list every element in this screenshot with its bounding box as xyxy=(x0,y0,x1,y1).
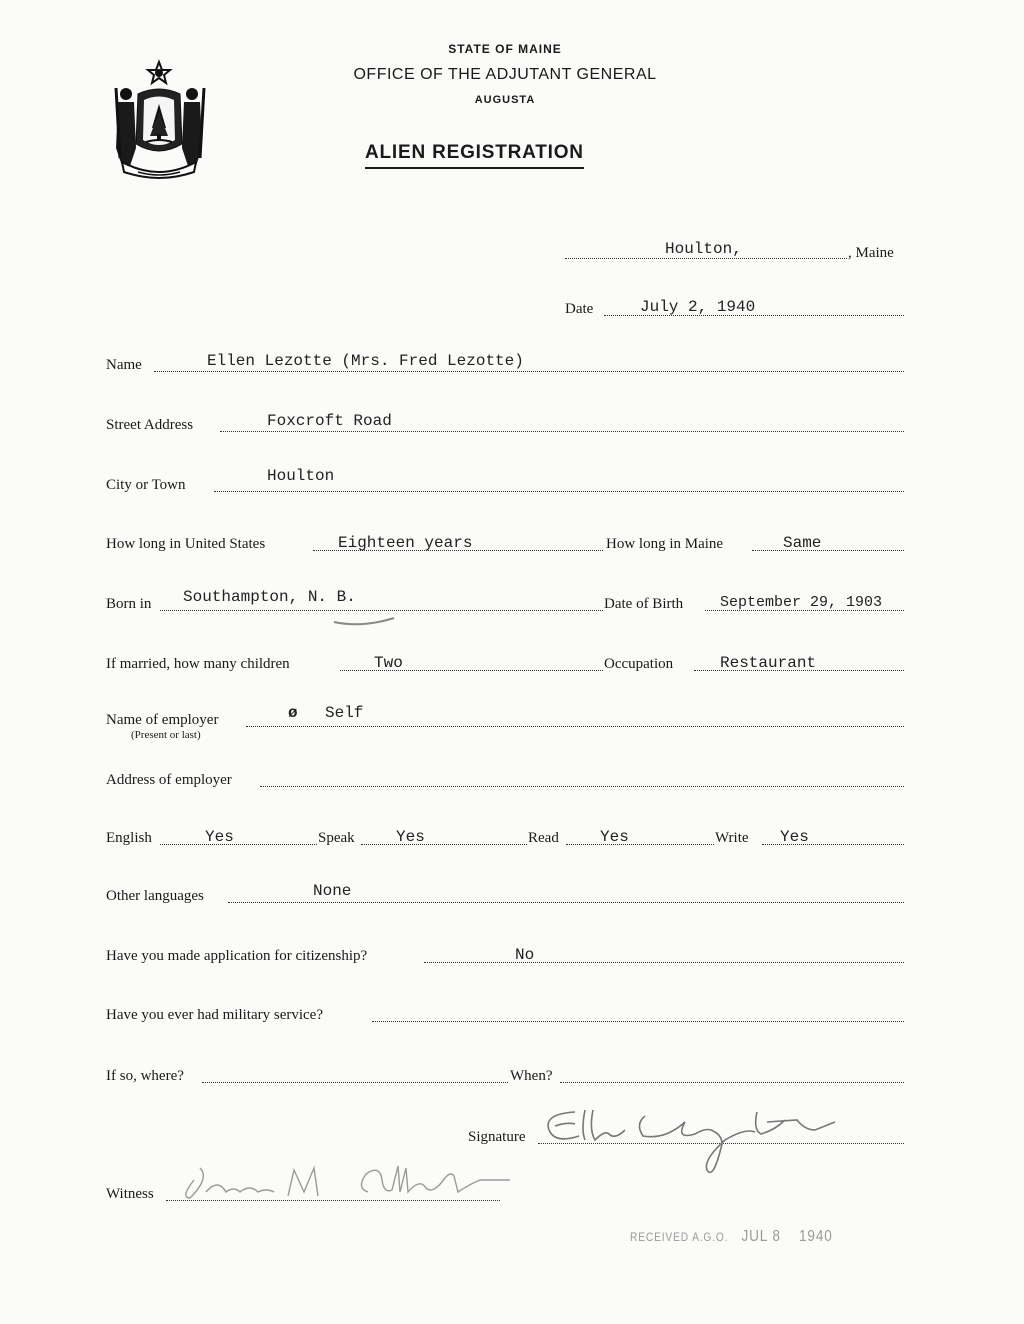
speak-label: Speak xyxy=(318,830,355,846)
how-long-maine-label: How long in Maine xyxy=(606,536,724,552)
military-label: Have you ever had military service? xyxy=(106,1007,323,1023)
citizenship-label: Have you made application for citizenship? xyxy=(106,948,368,964)
stamp-year: 1940 xyxy=(798,1228,833,1245)
stamp-received: RECEIVED A.G.O. xyxy=(630,1230,729,1244)
read-value: Yes xyxy=(600,828,629,846)
speak-line xyxy=(361,844,527,845)
signature-label: Signature xyxy=(468,1129,526,1145)
dob-label: Date of Birth xyxy=(604,596,684,612)
write-label: Write xyxy=(715,830,749,846)
city-line xyxy=(214,491,904,492)
city-heading: AUGUSTA xyxy=(474,94,536,106)
employer-label: Name of employer xyxy=(106,712,219,728)
city-value: Houlton xyxy=(267,467,335,485)
occupation-value: Restaurant xyxy=(720,654,817,672)
state-heading: STATE OF MAINE xyxy=(448,42,562,56)
read-label: Read xyxy=(528,830,559,846)
citizenship-value: No xyxy=(515,946,535,964)
name-value: Ellen Lezotte (Mrs. Fred Lezotte) xyxy=(207,352,524,370)
how-long-us-value: Eighteen years xyxy=(338,534,473,552)
born-in-label: Born in xyxy=(106,596,152,612)
maine-label: , Maine xyxy=(848,245,894,261)
where-label: If so, where? xyxy=(106,1068,184,1084)
born-in-value: Southampton, N. B. xyxy=(183,588,356,606)
name-line xyxy=(154,371,904,372)
write-value: Yes xyxy=(780,828,809,846)
employer-line xyxy=(246,726,904,727)
signature-icon xyxy=(535,1100,840,1185)
street-line xyxy=(220,431,904,432)
place-line xyxy=(565,258,847,259)
other-languages-value: None xyxy=(313,882,352,900)
stamp-date: JUL 8 xyxy=(741,1228,781,1245)
occupation-label: Occupation xyxy=(604,656,674,672)
street-label: Street Address xyxy=(106,417,194,433)
children-label: If married, how many children xyxy=(106,656,290,672)
how-long-us-label: How long in United States xyxy=(106,536,266,552)
street-value: Foxcroft Road xyxy=(267,412,392,430)
speak-value: Yes xyxy=(396,828,425,846)
employer-address-line xyxy=(260,786,904,787)
place-value: Houlton, xyxy=(665,240,742,258)
where-line xyxy=(202,1082,508,1083)
read-line xyxy=(566,844,714,845)
when-label: When? xyxy=(510,1068,553,1084)
city-label: City or Town xyxy=(106,477,186,493)
witness-signature-icon xyxy=(170,1158,515,1208)
other-languages-line xyxy=(228,902,904,903)
english-label: English xyxy=(106,830,152,846)
children-value: Two xyxy=(374,654,403,672)
military-line xyxy=(372,1021,904,1022)
english-value: Yes xyxy=(205,828,234,846)
form-title: ALIEN REGISTRATION xyxy=(365,142,584,169)
citizenship-line xyxy=(424,962,904,963)
underline-mark-icon xyxy=(332,614,398,628)
employer-mark: ø xyxy=(288,704,298,722)
name-label: Name xyxy=(106,357,142,373)
how-long-maine-line xyxy=(752,550,904,551)
witness-label: Witness xyxy=(106,1186,154,1202)
born-in-line xyxy=(160,610,603,611)
how-long-maine-value: Same xyxy=(783,534,822,552)
employer-address-label: Address of employer xyxy=(106,772,232,788)
office-heading: OFFICE OF THE ADJUTANT GENERAL xyxy=(353,66,657,83)
english-line xyxy=(160,844,317,845)
date-label: Date xyxy=(565,301,594,317)
when-line xyxy=(560,1082,904,1083)
received-stamp xyxy=(630,1228,833,1246)
employer-note: (Present or last) xyxy=(131,729,201,741)
other-languages-label: Other languages xyxy=(106,888,204,904)
dob-value: September 29, 1903 xyxy=(720,594,883,611)
date-value: July 2, 1940 xyxy=(640,298,756,316)
employer-value: Self xyxy=(325,704,364,722)
